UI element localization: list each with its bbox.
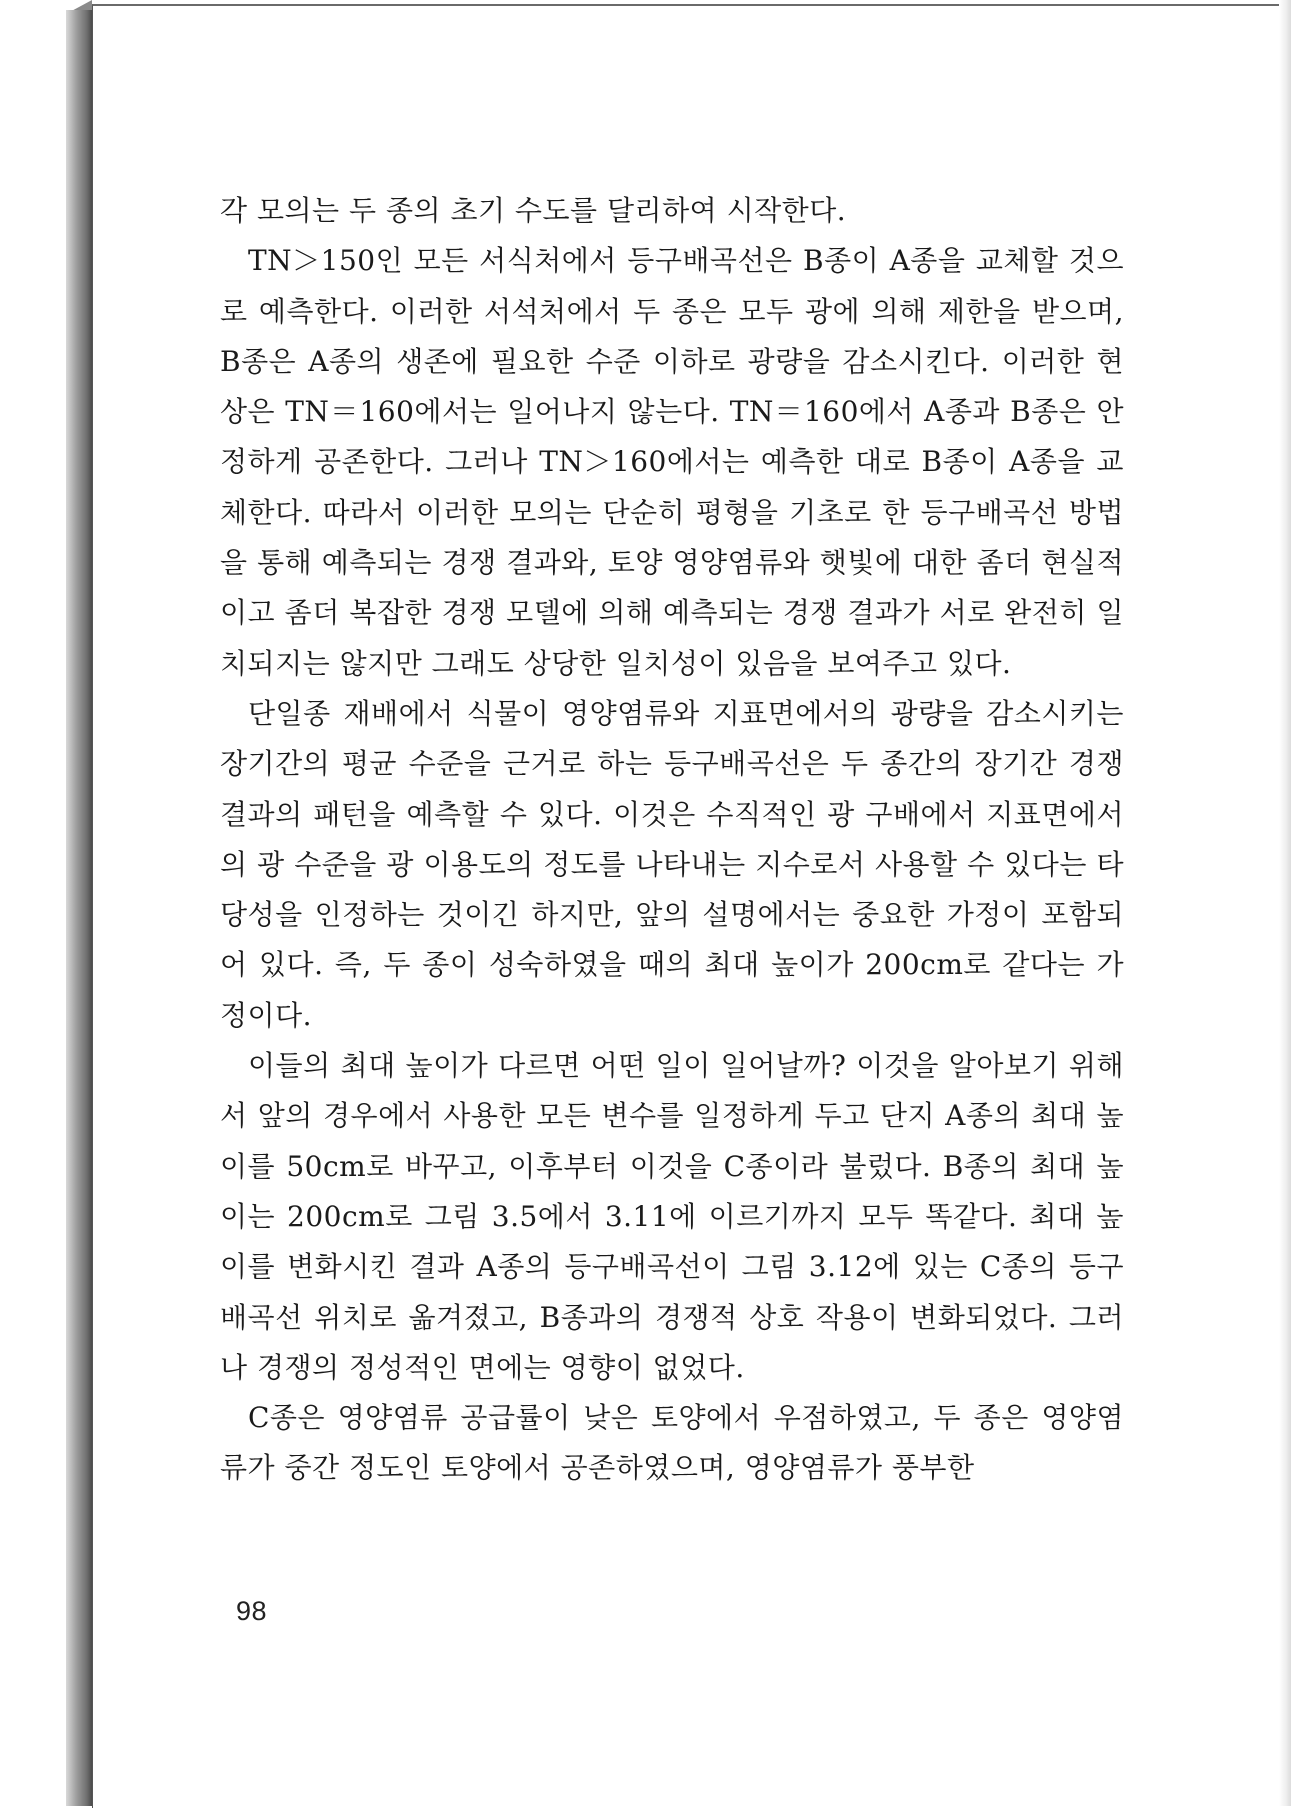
paragraph: 각 모의는 두 종의 초기 수도를 달리하여 시작한다. (220, 194, 847, 227)
page-right-edge (1279, 0, 1291, 1806)
book-spine-edge (66, 10, 92, 1806)
paragraph: C종은 영양염류 공급률이 낮은 토양에서 우점하였고, 두 종은 영양염류가 중간 정도인 토양에서 공존하였으며, 영양염류가 풍부한 (220, 1401, 1124, 1485)
page-number: 98 (236, 1596, 268, 1626)
paragraph: 단일종 재배에서 식물이 영양염류와 지표면에서의 광량을 감소시키는 장기간의 평균 수준을 근거로 하는 등구배곡선은 두 종간의 장기간 경쟁 결과의 패턴을 예측할 수 있다. 이것은 수직적인 광 구배에서 지표면에서의 광 수준을 광 이용도의 정도를 나타내는 지수로서 사용할 수 있다는 타당성을 인정하는 것이긴 하지만, 앞의 설명에서는 중요한 가정이 포함되어 있다. 즉, 두 종이 성숙하였을 때의 최대 높이가 200cm로 같다는 가정이다. (220, 696, 1124, 1032)
body-text (220, 186, 1124, 1494)
paragraph: 이들의 최대 높이가 다르면 어떤 일이 일어날까? 이것을 알아보기 위해서 앞의 경우에서 사용한 모든 변수를 일정하게 두고 단지 A종의 최대 높이를 50cm로 바꾸고, 이후부터 이것을 C종이라 불렀다. B종의 최대 높이는 200cm로 그림 3.5에서 3.11에 이르기까지 모두 똑같다. 최대 높이를 변화시킨 결과 A종의 등구배곡선이 그림 3.12에 있는 C종의 등구배곡선 위치로 옮겨졌고, B종과의 경쟁적 상호 작용이 변화되었다. 그러나 경쟁의 정성적인 면에는 영향이 없었다. (220, 1049, 1124, 1384)
paragraph: TN＞150인 모든 서식처에서 등구배곡선은 B종이 A종을 교체할 것으로 예측한다. 이러한 서석처에서 두 종은 모두 광에 의해 제한을 받으며, B종은 A종의 생존에 필요한 수준 이하로 광량을 감소시킨다. 이러한 현상은 TN＝160에서는 일어나지 않는다. TN＝160에서 A종과 B종은 안정하게 공존한다. 그러나 TN＞160에서는 예측한 대로 B종이 A종을 교체한다. 따라서 이러한 모의는 단순히 평형을 기초로 한 등구배곡선 방법을 통해 예측되는 경쟁 결과와, 토양 영양염류와 햇빛에 대한 좀더 현실적이고 좀더 복잡한 경쟁 모델에 의해 예측되는 경쟁 결과가 서로 완전히 일치되지는 않지만 그래도 상당한 일치성이 있음을 보여주고 있다. (220, 244, 1124, 680)
